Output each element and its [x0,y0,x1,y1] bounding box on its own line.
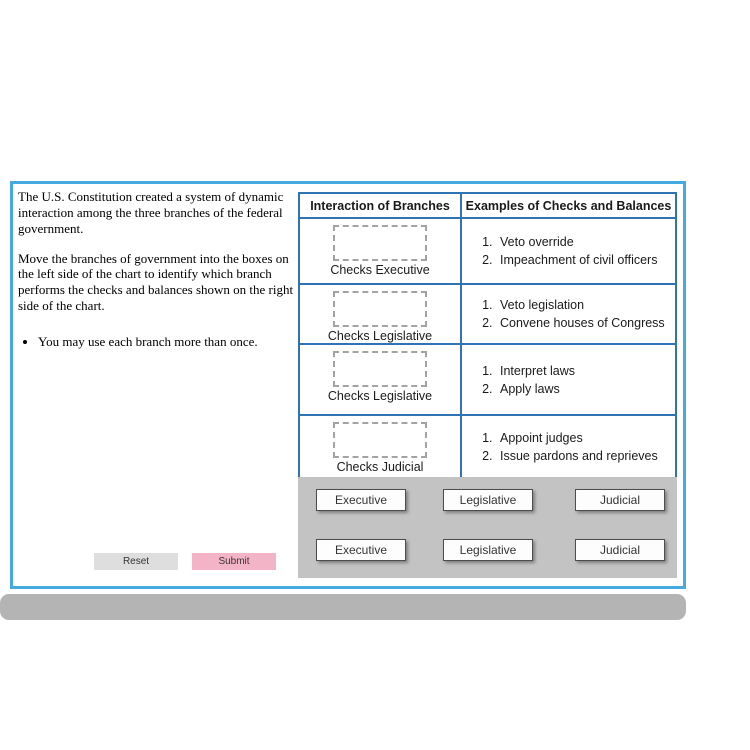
drop-zone-3[interactable] [333,351,427,387]
button-row [94,553,276,570]
table-row [300,283,675,343]
example-item: 2. Issue pardons and reprieves [496,447,675,465]
header-interaction: Interaction of Branches [310,199,450,213]
header-examples: Examples of Checks and Balances [460,194,675,217]
example-item: 2. Apply laws [496,380,675,398]
interaction-cell [300,416,460,478]
check-label: Checks Executive [330,263,430,277]
reset-button[interactable]: Reset [94,553,178,570]
examples-cell [460,416,675,478]
check-label: Checks Judicial [336,460,424,474]
example-item: 2. Convene houses of Congress [496,314,675,332]
chip-legislative[interactable]: Legislative [443,489,533,511]
instruction-bullet-list [24,334,294,350]
chip-tray [298,477,677,578]
chip-judicial[interactable]: Judicial [575,539,665,561]
submit-button[interactable]: Submit [192,553,276,570]
instruction-paragraph-1: The U.S. Constitution created a system of dynamic interaction among the three branches of the federal government. [18,189,284,236]
chip-executive[interactable]: Executive [316,489,406,511]
activity-frame [10,181,686,589]
examples-cell [460,219,675,283]
table-row [300,217,675,283]
instruction-paragraph-2: Move the branches of government into the boxes on the left side of the chart to identify which branch performs the checks and balances shown on the right side of the chart. [18,250,294,314]
table-row [300,414,675,478]
instruction-bullet: • You may use each branch more than once. [38,334,294,350]
table-header-row [300,194,675,217]
examples-cell [460,285,675,343]
interaction-cell [300,345,460,414]
interaction-cell [300,219,460,283]
example-item: 1. Veto legislation [496,296,675,314]
check-label: Checks Legislative [327,329,433,343]
drop-zone-2[interactable] [333,291,427,327]
interaction-cell [300,285,460,343]
checks-table [298,192,677,480]
chip-judicial[interactable]: Judicial [575,489,665,511]
example-item: 1. Appoint judges [496,429,675,447]
drop-zone-1[interactable] [333,225,427,261]
example-item: 1. Interpret laws [496,362,675,380]
example-item: 2. Impeachment of civil officers [496,251,675,269]
table-row [300,343,675,414]
instructions-panel [18,189,294,350]
examples-cell [460,345,675,414]
check-label: Checks Legislative [327,389,433,403]
drop-zone-4[interactable] [333,422,427,458]
example-item: 1. Veto override [496,233,675,251]
chip-legislative[interactable]: Legislative [443,539,533,561]
chip-executive[interactable]: Executive [316,539,406,561]
horizontal-scrollbar[interactable] [0,594,686,620]
